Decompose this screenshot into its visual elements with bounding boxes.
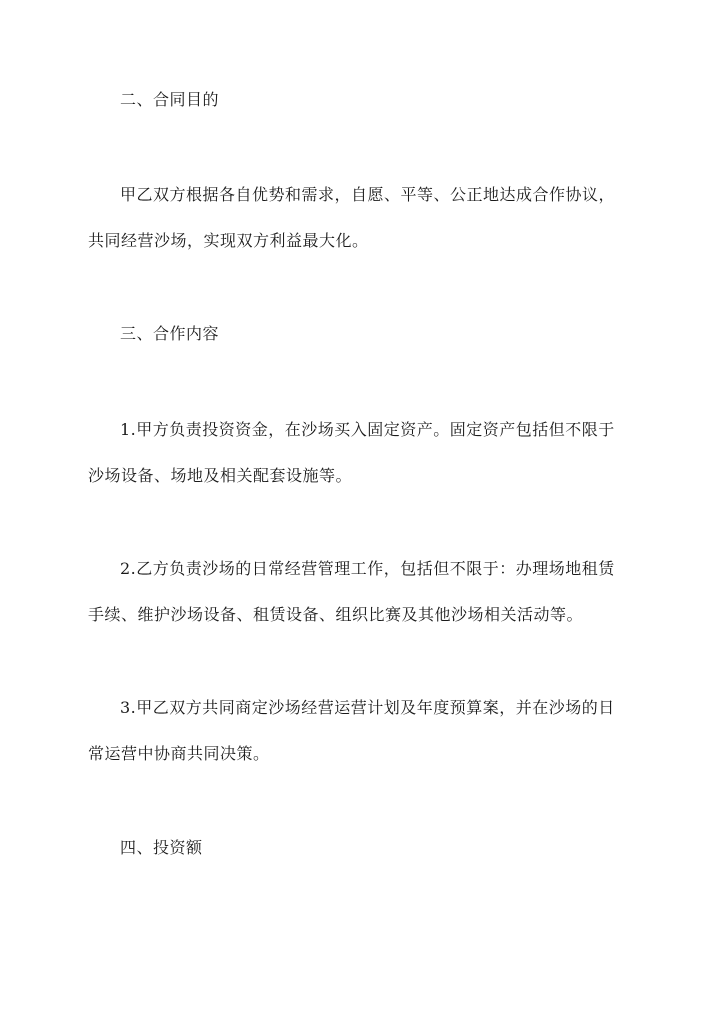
section-heading-investment-amount: 四、投资额 (120, 838, 203, 857)
list-item-line: 沙场设备、场地及相关配套设施等。 (88, 466, 353, 485)
list-item-line: 手续、维护沙场设备、租赁设备、组织比赛及其他沙场相关活动等。 (88, 605, 584, 624)
list-item-line: 常运营中协商共同决策。 (88, 744, 270, 763)
paragraph-line: 甲乙双方根据各自优势和需求，自愿、平等、公正地达成合作协议， (120, 185, 616, 204)
section-heading-cooperation-content: 三、合作内容 (120, 324, 220, 343)
list-item-line: 1.甲方负责投资资金，在沙场买入固定资产。固定资产包括但不限于 (120, 420, 615, 439)
list-item-line: 2.乙方负责沙场的日常经营管理工作，包括但不限于：办理场地租赁 (120, 559, 615, 578)
paragraph-line: 共同经营沙场，实现双方利益最大化。 (88, 231, 369, 250)
section-heading-contract-purpose: 二、合同目的 (120, 90, 220, 109)
list-item-line: 3.甲乙双方共同商定沙场经营运营计划及年度预算案，并在沙场的日 (120, 698, 615, 717)
